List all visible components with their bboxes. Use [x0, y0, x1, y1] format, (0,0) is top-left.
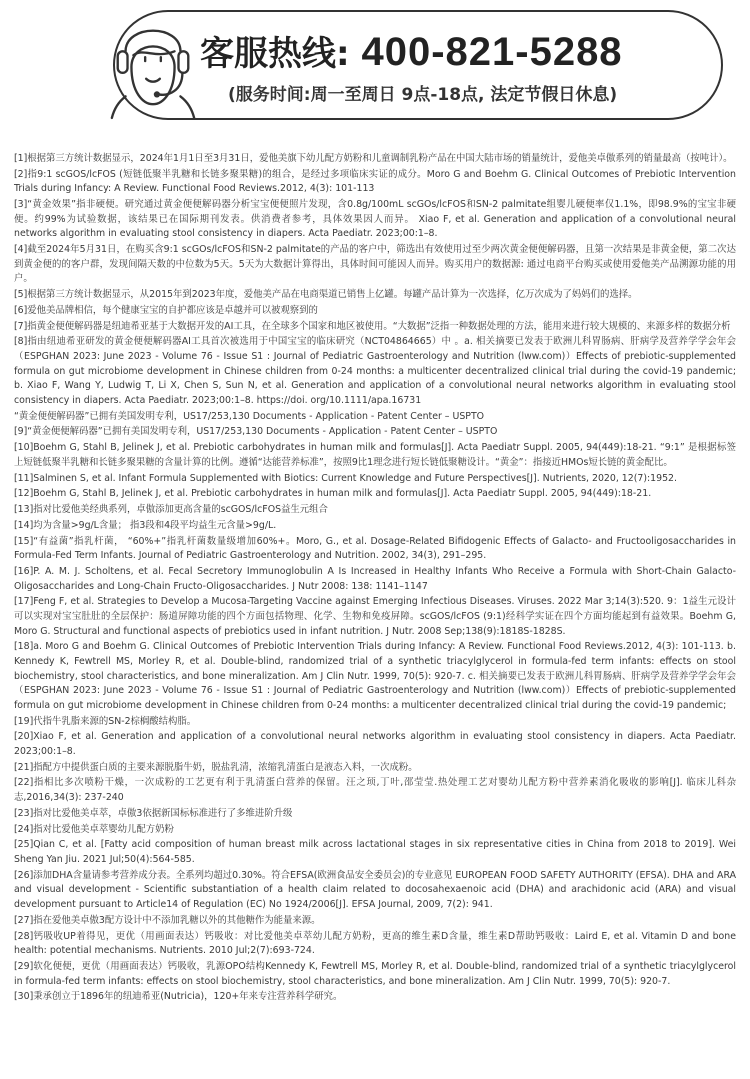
reference-item: [2]指9:1 scGOS/lcFOS (短链低聚半乳糖和长链多聚果糖)的组合，是经过多项临床实证的成分。Moro G and Boehm G. Clinical Outcomes of Prebiotic Intervention Trials during Infancy: A Review. Functional Food Reviews.2012, 4(3): 101-113	[14, 168, 736, 195]
reference-item: [7]指黄金便便解码器是纽迪希亚基于大数据开发的AI工具，在全球多个国家和地区被使用。“大数据”泛指一种数据处理的方法，能用来进行较大规模的、来源多样的数据分析	[14, 320, 731, 332]
reference-item: [22]指相比多次喷粉干燥，一次成粉的工艺更有利于乳清蛋白营养的保留。汪之顼,丁叶,邵莹莹.热处理工艺对婴幼儿配方粉中营养素消化吸收的影响[J]. 临床儿科杂志,2016,34(3): 237-240	[14, 777, 736, 804]
reference-item: [17]Feng F, et al. Strategies to Develop a Mucosa-Targeting Vaccine against Emerging Infectious Diseases. Viruses. 2022 Mar 3;14(3):520. 9：1益生元设计可以实现对宝宝肚肚的全层保护：肠道屏障功能的四个方面包括物理、化学、生物和免疫屏障。scGOS/lcFOS (9:1)经科学实证在四个方面均能起到有益效果。Boehm G, Moro G. Structural and functional aspects of prebiotics used in infant nutrition. J Nutr. 2008 Sep;138(9):1818S-1828S.	[14, 596, 736, 637]
service-hours: (服务时间:周一至周日 9点-18点, 法定节假日休息)	[228, 85, 618, 105]
reference-item: [3]“黄金效果”指非硬便。研究通过黄金便便解码器分析宝宝便便照片发现，含0.8g/100mL scGOs/lcFOS和SN-2 palmitate组婴儿硬便率仅1.1%，即98.9%的宝宝非硬便。约99%为试验数据，该结果已在国际期刊发表。供消费者参考，具体效果因人而异。 Xiao F, et al. Generation and application of a convolutional neural networks algorithm in evaluating stool consistency in diapers. Acta Paediatr. 2023;00:1–8.	[14, 199, 736, 240]
reference-item: [14]均为含量>9g/L含量； 指3段和4段平均益生元含量>9g/L.	[14, 519, 277, 531]
hotline-banner	[0, 0, 750, 136]
reference-item: [27]指在爱他美卓傲3配方设计中不添加乳糖以外的其他糖作为能量来源。	[14, 914, 321, 926]
reference-item: [6]爱他美品牌相信，每个健康宝宝的自护都应该是卓越并可以被观察到的	[14, 304, 318, 316]
reference-item: [30]秉承创立于1896年的纽迪希亚(Nutricia)，120+年来专注营养科学研究。	[14, 991, 343, 1003]
hotline-label: 客服热线:	[200, 34, 350, 74]
reference-item: [13]指对比爱他美经典系列，卓傲添加更高含量的scGOS/lcFOS益生元组合	[14, 504, 328, 516]
reference-item: [5]根据第三方统计数据显示，从2015年到2023年度，爱他美产品在电商渠道已销售上亿罐。每罐产品计算为一次选择，亿万次成为了妈妈们的选择。	[14, 289, 638, 301]
reference-item: [21]指配方中提供蛋白质的主要来源脱脂牛奶，脱盐乳清，浓缩乳清蛋白是液态入料，一次成粉。	[14, 761, 418, 773]
reference-item: [29]软化便便，更优（用画面表达）钙吸收，乳源OPO结构Kennedy K, Fewtrell MS, Morley R, et al. Double-blind, randomized trial of a synthetic triacylglycerol in formula-fed term infants: effects on stool biochemistry, stool characteristics, and bone mineralization. Am J Clin Nutr. 1999, 70(5): 920-7.	[14, 960, 736, 987]
customer-service-agent-icon	[104, 12, 202, 120]
hotline-title	[200, 30, 700, 76]
reference-item: [11]Salminen S, et al. Infant Formula Supplemented with Biotics: Current Knowledge and Future Perspectives[J]. Nutrients, 2020, 12(7):1952.	[14, 472, 677, 484]
reference-item: [16]P. A. M. J. Scholtens, et al. Fecal Secretory Immunoglobulin A Is Increased in Healthy Infants Who Receive a Formula with Short-Chain Galacto-Oligosaccharides and Long-Chain Fructo-Oligosaccharides. J Nutr 2008: 138: 1141–1147	[14, 566, 736, 592]
reference-item: [24]指对比爱他美卓萃婴幼儿配方奶粉	[14, 823, 174, 835]
reference-item: [28]钙吸收UP着得见，更优（用画面表达）钙吸收：对比爱他美卓萃幼儿配方奶粉，更高的维生素D含量，维生素D帮助钙吸收：Laird E, et al. Vitamin D and bone health: potential mechanisms. Nutrients. 2010 Jul;2(7):693-724.	[14, 930, 736, 957]
reference-item: [26]添加DHA含量请参考营养成分表。全系列均超过0.30%。符合EFSA(欧洲食品安全委员会)的专业意见 EUROPEAN FOOD SAFETY AUTHORITY (EFSA). DHA and ARA and visual development - Scientific substantiation of a health claim related to docosahexaenoic acid (DHA) and arachidonic acid (ARA) and visual development pursuant to Article14 of Regulation (EC) No 1924/2006[J]. EFSA Journal, 2009, 7(2): 941.	[14, 869, 736, 910]
reference-item: [25]Qian C, et al. [Fatty acid composition of human breast milk across lactational stages in six representative cities in China from 2018 to 2019]. Wei Sheng Yan Jiu. 2021 Jul;50(4):564-585.	[14, 839, 736, 865]
reference-item: [9]“黄金便便解码器”已拥有美国发明专利，US17/253,130 Documents - Application - Patent Center – USPTO	[14, 426, 498, 438]
reference-item: [19]代指牛乳脂来源的SN-2棕榈酸结构脂。	[14, 715, 197, 727]
reference-item: [10]Boehm G, Stahl B, Jelinek J, et al. Prebiotic carbohydrates in human milk and formulas[J]. Acta Paediatr Suppl. 2005, 94(449):18-21. “9:1” 是根据标签上短链低聚半乳糖和长链多聚果糖的含量计算的比例。遵循“达能营养标准”，按照9比1理念进行短长链低聚糖设计。“黄金”：指接近HMOs短长链的黄金配比。	[14, 442, 736, 468]
reference-item: “黄金便便解码器”已拥有美国发明专利，US17/253,130 Documents - Application - Patent Center – USPTO	[14, 410, 485, 422]
reference-item: [8]指由纽迪希亚研发的黄金便便解码器AI工具首次被选用于中国宝宝的临床研究（NCT04864665）中 。a. 相关摘要已发表于欧洲儿科胃肠病、肝病学及营养学学会年会（ESPGHAN 2023: June 2023 - Volume 76 - Issue S1 : Journal of Pediatric Gastroenterology and Nutrition (lww.com)）Effects of prebiotic-supplemented formula on gut microbiome development in Chinese children from 0-24 months: a multicenter decentralized clinical trial during the covid-19 pandemic; b. Xiao F, Wang Y, Ludwig T, Li X, Chen S, Sun N, et al. Generation and application of a convolutional neural networks algorithm in evaluating stool consistency in diapers. Acta Paediatr. 2023;00:1–8. https://doi. org/10.1111/apa.16731	[14, 336, 736, 406]
reference-item: [20]Xiao F, et al. Generation and application of a convolutional neural networks algorithm in evaluating stool consistency in diapers. Acta Paediatr. 2023;00:1–8.	[14, 731, 736, 757]
reference-item: [15]“有益菌”指乳杆菌， “60%+”指乳杆菌数量级增加60%+。Moro, G., et al. Dosage-Related Bifidogenic Effects of Galacto- and Fructooligosaccharides in Formula-Fed Term Infants. Journal of Pediatric Gastroenterology and Nutrition. 2002, 34(3), 291–295.	[14, 535, 736, 562]
reference-item: [18]a. Moro G and Boehm G. Clinical Outcomes of Prebiotic Intervention Trials during Infancy: A Review. Functional Food Reviews.2012, 4(3): 101-113. b. Kennedy K, Fewtrell MS, Morley R, et al. Double-blind, randomized trial of a synthetic triacylglycerol in formula-fed term infants: effects on stool biochemistry, stool characteristics, and bone mineralization. Am J Clin Nutr. 1999, 70(5): 920-7. c. 相关摘要已发表于欧洲儿科胃肠病、肝病学及营养学学会年会（ESPGHAN 2023: June 2023 - Volume 76 - Issue S1 : Journal of Pediatric Gastroenterology and Nutrition (lww.com)）Effects of prebiotic-supplemented formula on gut microbiome development in Chinese children from 0-24 months: a multicenter decentralized clinical trial during the covid-19 pandemic;	[14, 641, 736, 711]
reference-item: [4]截至2024年5月31日，在购买含9:1 scGOs/lcFOS和SN-2 palmitate的产品的客户中，筛选出有效使用过至少两次黄金便便解码器，且第一次结果是非黄金便，第二次达到黄金便的的客户群，发现间隔天数的中位数为5天。5天为大数据计算得出，具体时间可能因人而异。购买用户的数据源: 通过电商平台购买或使用爱他美产品溯源功能的用户。	[14, 244, 736, 285]
reference-item: [1]根据第三方统计数据显示，2024年1月1日至3月31日，爱他美旗下幼儿配方奶粉和儿童调制乳粉产品在中国大陆市场的销量统计，爱他美卓傲系列的销量最高（按吨计）。	[14, 153, 733, 164]
hotline-number[interactable]: 400-821-5288	[361, 30, 623, 74]
reference-item: [23]指对比爱他美卓萃，卓傲3依据新国标标准进行了多维进阶升级	[14, 807, 293, 819]
references-list	[14, 152, 736, 1006]
reference-item: [12]Boehm G, Stahl B, Jelinek J, et al. Prebiotic carbohydrates in human milk and formulas[J]. Acta Paediatr Suppl. 2005, 94(449):18-21.	[14, 488, 652, 500]
